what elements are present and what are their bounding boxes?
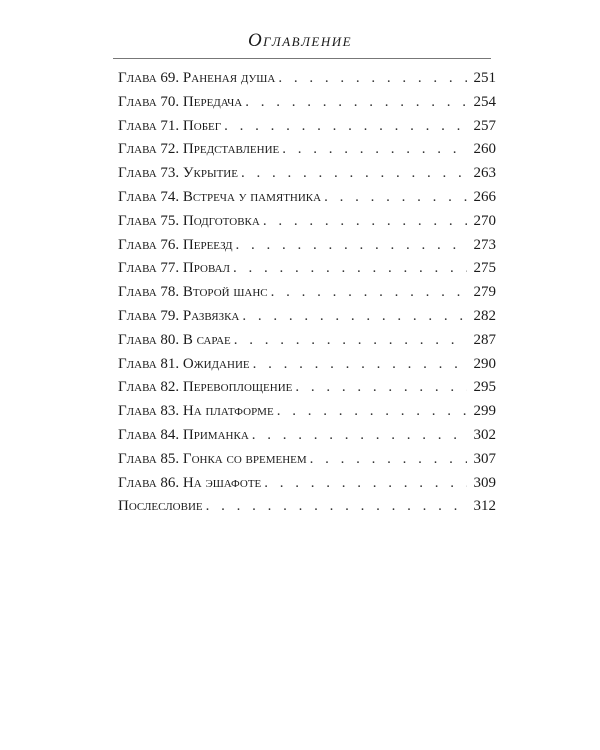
toc-entry-title: Глава 78. Второй шанс [118,284,268,301]
toc-leader-dots [242,308,467,325]
toc-entry-title: Глава 85. Гонка со временем [118,450,307,467]
toc-entry-title: Глава 73. Укрытие [118,165,238,182]
toc-entry-title: Глава 70. Передача [118,93,243,110]
toc-leader-dots [234,332,467,349]
table-of-contents [118,70,496,522]
toc-entry [118,475,496,499]
toc-leader-dots [324,189,467,206]
toc-leader-dots [271,284,467,301]
toc-entry-title: Глава 69. Раненая душа [118,70,276,86]
toc-entry-page: 287 [473,331,496,348]
toc-entry-page: 257 [473,117,496,134]
toc-entry-page: 254 [473,93,496,110]
toc-entry-page: 307 [473,450,496,467]
toc-entry-title: Глава 74. Встреча у памятника [118,188,322,205]
toc-entry-page: 263 [473,165,496,182]
toc-entry-page: 299 [473,403,496,420]
toc-entry [118,332,496,356]
toc-leader-dots [236,237,468,254]
toc-entry [118,237,496,261]
toc-leader-dots [277,403,467,420]
toc-entry-title: Глава 77. Провал [118,260,230,277]
toc-entry [118,213,496,237]
toc-entry [118,94,496,118]
toc-entry [118,427,496,451]
toc-leader-dots [206,498,467,515]
toc-entry-page: 260 [473,141,496,158]
toc-leader-dots [310,451,467,468]
toc-entry [118,498,496,522]
toc-leader-dots [278,70,467,87]
toc-entry-title: Глава 79. Развязка [118,307,240,324]
toc-leader-dots [263,213,467,230]
toc-entry-title: Глава 72. Представление [118,141,280,158]
toc-entry [118,189,496,213]
toc-entry-page: 302 [473,426,496,443]
toc-entry-title: Глава 83. На платформе [118,403,274,420]
toc-entry-page: 251 [473,70,496,86]
toc-entry-title: Глава 80. В сарае [118,331,231,348]
toc-leader-dots [224,118,467,135]
toc-entry [118,451,496,475]
toc-entry-title: Глава 86. На эшафоте [118,474,262,491]
toc-entry-page: 279 [473,284,496,301]
toc-entry [118,379,496,403]
toc-entry-page: 270 [473,212,496,229]
toc-entry-title: Глава 82. Перевоплощение [118,379,293,396]
toc-entry-page: 309 [473,474,496,491]
toc-entry-title: Глава 84. Приманка [118,426,249,443]
toc-leader-dots [252,427,467,444]
toc-entry-title: Глава 71. Побег [118,117,222,134]
toc-entry-page: 295 [473,379,496,396]
toc-entry-page: 282 [473,307,496,324]
toc-entry [118,141,496,165]
toc-leader-dots [295,379,467,396]
toc-entry [118,165,496,189]
title-divider [113,58,491,59]
toc-entry [118,260,496,284]
page-title: Оглавление [247,30,353,51]
toc-entry-page: 266 [473,188,496,205]
toc-leader-dots [245,94,467,111]
toc-leader-dots [233,260,467,277]
toc-entry-page: 290 [473,355,496,372]
toc-entry [118,403,496,427]
toc-entry [118,70,496,94]
toc-leader-dots [264,475,467,492]
toc-entry-title: Глава 76. Переезд [118,236,233,253]
toc-entry [118,308,496,332]
toc-entry-title: Глава 75. Подготовка [118,212,260,229]
toc-entry-title: Послесловие [118,498,203,515]
toc-leader-dots [282,141,467,158]
toc-entry [118,118,496,142]
toc-entry [118,356,496,380]
toc-leader-dots [241,165,467,182]
toc-entry-page: 275 [473,260,496,277]
toc-entry-page: 312 [473,498,496,515]
toc-leader-dots [253,356,467,373]
toc-entry [118,284,496,308]
toc-entry-page: 273 [473,236,496,253]
toc-entry-title: Глава 81. Ожидание [118,355,250,372]
